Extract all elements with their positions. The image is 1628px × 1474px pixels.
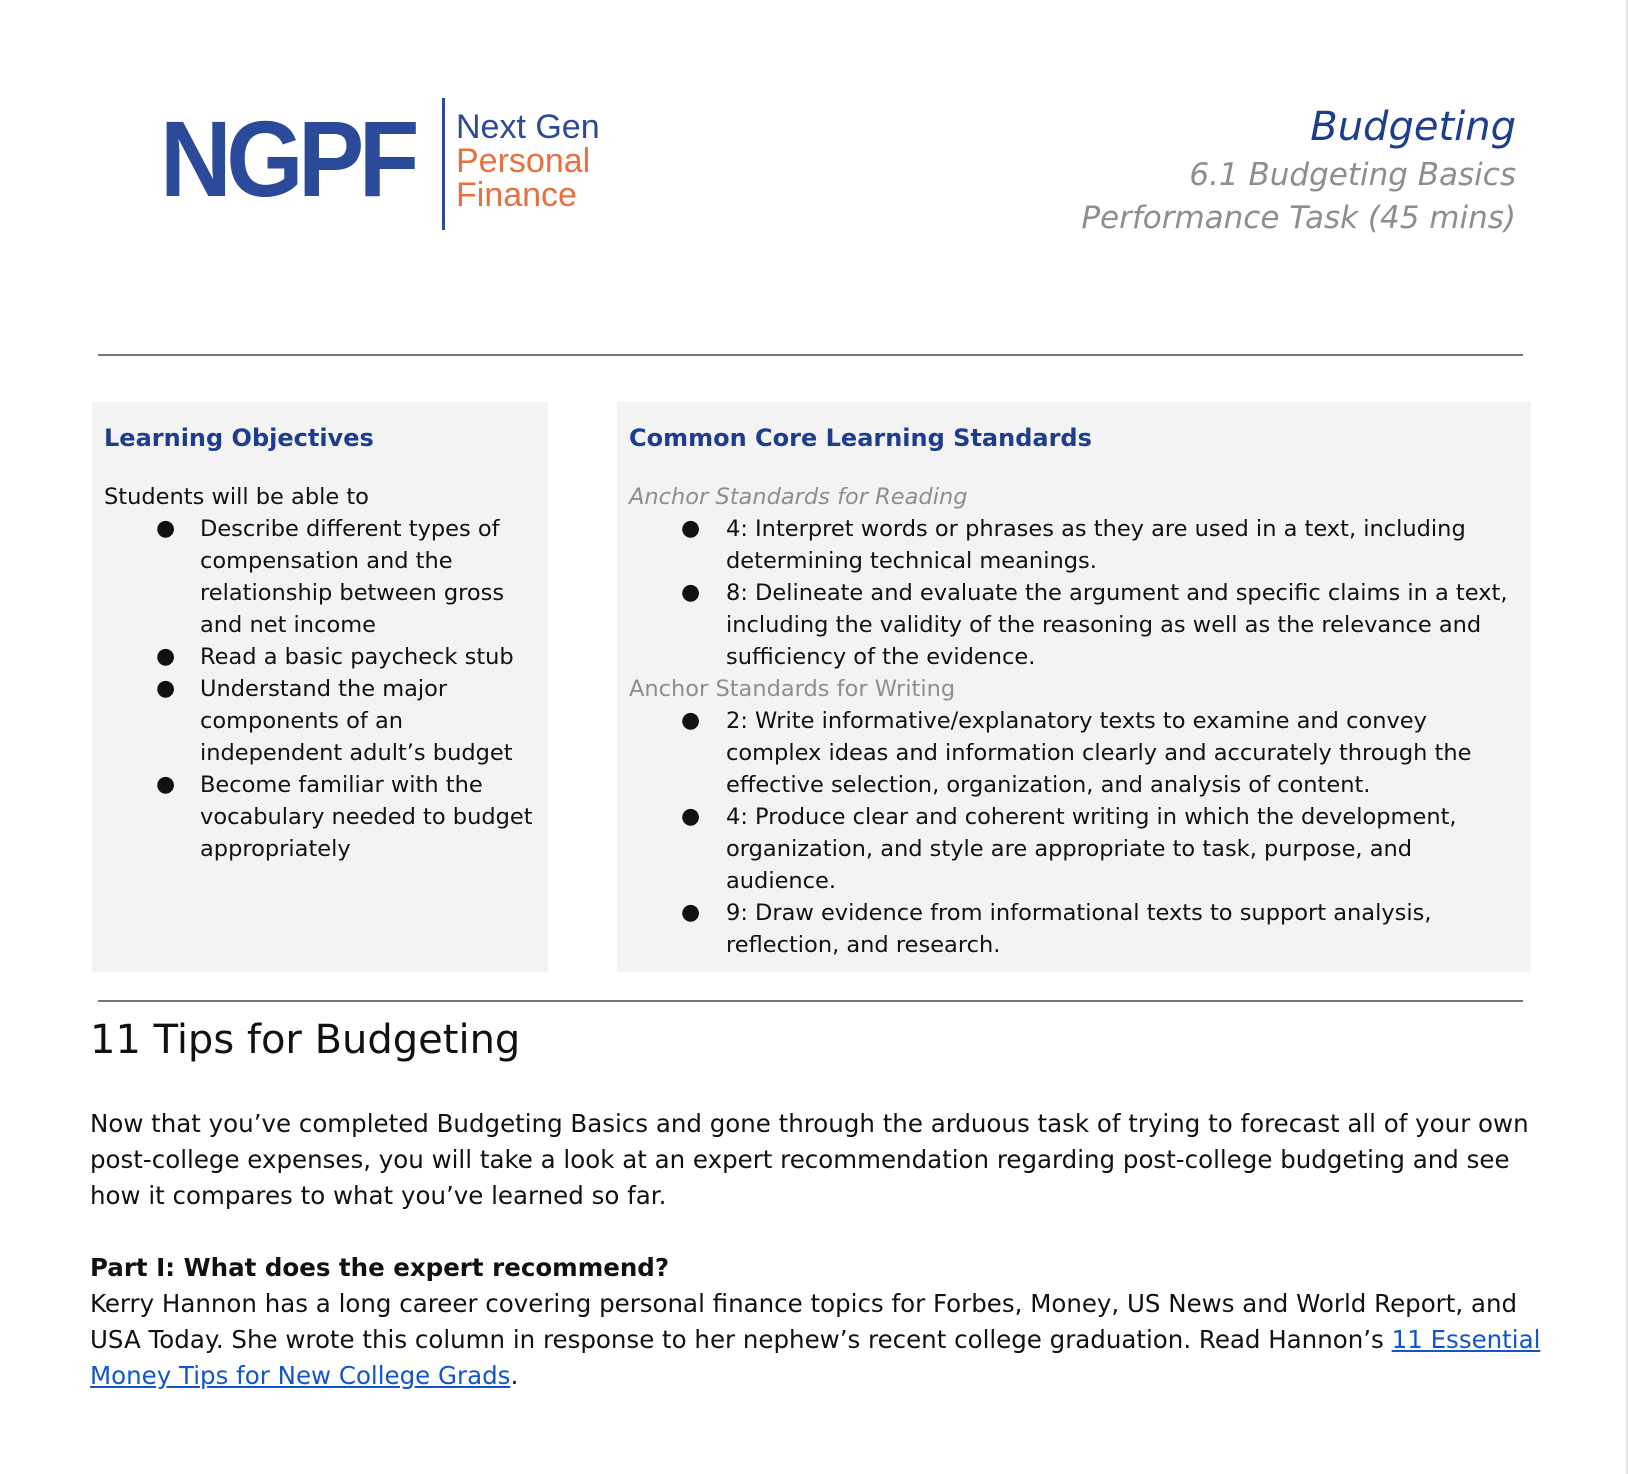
logo-wordmark [456,110,600,212]
standard-text: 4: Interpret words or phrases as they are used in a text, including determining technical meanings. [726,516,1466,574]
logo-line-personal: Personal [456,142,591,180]
part-one-end: . [510,1361,519,1390]
list-item [629,801,1519,897]
objective-text: Understand the major components of an independent adult’s budget [200,676,513,766]
learning-objectives-heading: Learning Objectives [104,424,374,452]
standard-text: 8: Delineate and evaluate the argument and specific claims in a text, including the validity of the reasoning as well as the relevance and sufficiency of the evidence. [726,580,1508,670]
objectives-intro: Students will be able to [104,484,369,510]
part-one-heading: Part I: What does the expert recommend? [90,1253,670,1282]
writing-standards-list [629,705,1519,961]
learning-objectives-box [92,402,548,972]
list-item [104,769,536,865]
logo-divider [442,98,445,230]
list-item [629,577,1519,673]
bullet-icon: ● [681,516,701,541]
standard-text: 2: Write informative/explanatory texts to examine and convey complex ideas and information clearly and accurately through the effective selection, organization, and analysis of content. [726,708,1472,798]
list-item [629,897,1519,961]
bullet-icon: ● [156,644,176,669]
objective-text: Describe different types of compensation and the relationship between gross and net income [200,516,505,638]
bullet-icon: ● [681,900,701,925]
logo-mark: NGPF [160,98,414,219]
document-header [1081,100,1516,240]
logo-line-next-gen: Next Gen [456,108,600,146]
list-item [104,641,536,673]
common-core-box [617,402,1531,972]
writing-standards-label: Anchor Standards for Writing [629,676,956,702]
task-title: Performance Task (45 mins) [1081,200,1516,236]
bullet-icon: ● [681,804,701,829]
list-item [629,705,1519,801]
bullet-icon: ● [156,516,176,541]
part-one-text: Kerry Hannon has a long career covering personal finance topics for Forbes, Money, US News and World Report, and USA Today. She wrote this column in response to her nephew’s recent college graduation. Read Hannon’s [90,1289,1518,1354]
reading-standards-label: Anchor Standards for Reading [629,484,968,510]
bullet-icon: ● [156,676,176,701]
list-item [104,673,536,769]
section-divider [98,1000,1523,1002]
intro-paragraph: Now that you’ve completed Budgeting Basics and gone through the arduous task of trying to forecast all of your own post-college expenses, you will take a look at an expert recommendation regarding post-college budgeting and see how it compares to what you’ve learned so far. [90,1109,1529,1210]
bullet-icon: ● [681,580,701,605]
standard-text: 9: Draw evidence from informational texts to support analysis, reflection, and research. [726,900,1432,958]
part-one-paragraph [90,1286,1550,1394]
ngpf-logo [160,96,620,236]
article-link[interactable]: 11 Essential Money Tips for New College Grads [90,1325,1541,1390]
objectives-list [104,513,536,865]
standard-text: 4: Produce clear and coherent writing in which the development, organization, and style are appropriate to task, purpose, and audience. [726,804,1457,894]
unit-title: Budgeting [1310,104,1516,150]
lesson-title: 6.1 Budgeting Basics [1189,157,1516,193]
reading-standards-list [629,513,1519,673]
common-core-heading: Common Core Learning Standards [629,424,1092,452]
bullet-icon: ● [156,772,176,797]
objective-text: Read a basic paycheck stub [200,644,514,670]
objective-text: Become familiar with the vocabulary needed to budget appropriately [200,772,533,862]
list-item [104,513,536,641]
top-divider [98,354,1523,356]
logo-line-finance: Finance [456,176,577,214]
bullet-icon: ● [681,708,701,733]
section-title: 11 Tips for Budgeting [90,1017,521,1063]
list-item [629,513,1519,577]
